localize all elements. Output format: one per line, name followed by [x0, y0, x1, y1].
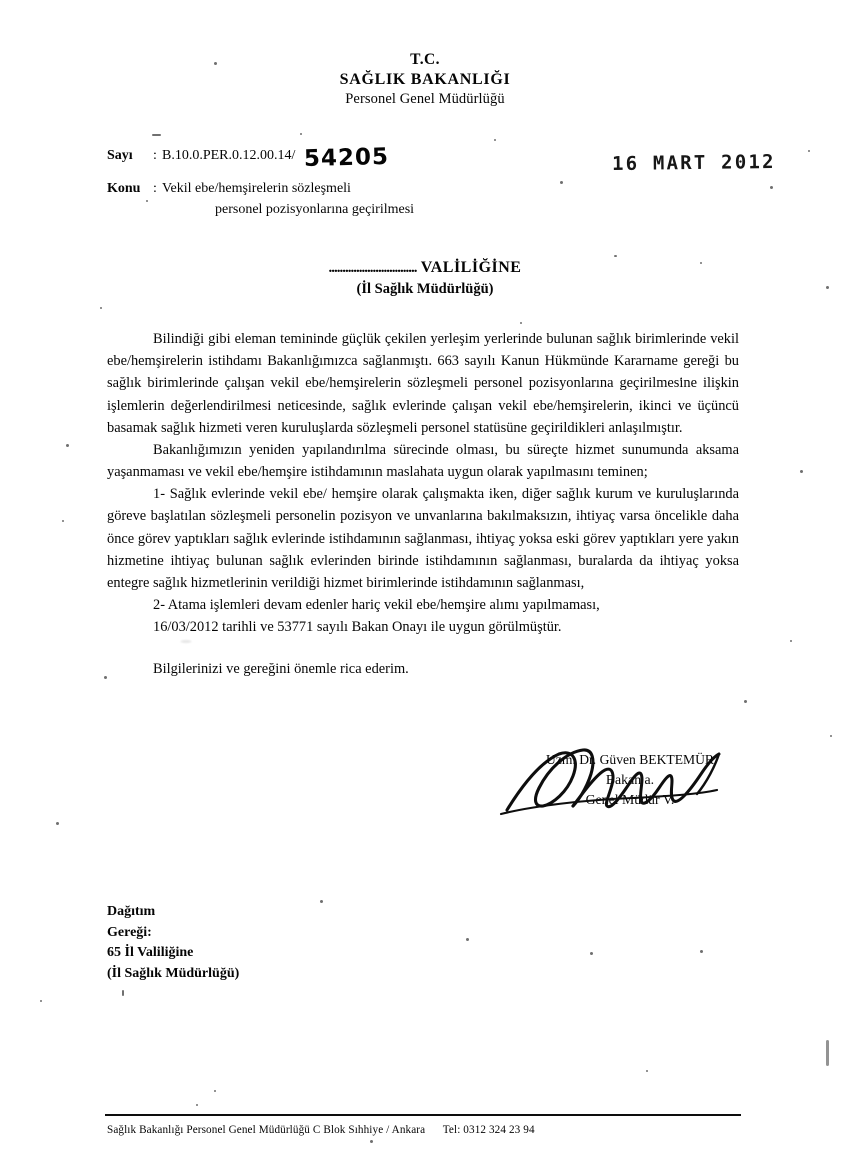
- distribution-heading: Dağıtım: [107, 904, 156, 919]
- addressee-title: VALİLİĞİNE: [420, 259, 522, 276]
- letterhead-republic: T.C.: [410, 51, 440, 68]
- footer-address: Sağlık Bakanlığı Personel Genel Müdürlüğü C Blok Sıhhiye / Ankara: [107, 1124, 426, 1136]
- konu-value-line-2: personel pozisyonlarına geçirilmesi: [215, 201, 415, 217]
- date-stamp: 16 MART 2012: [611, 151, 776, 175]
- distribution-requirement-label: Gereği:: [107, 924, 152, 940]
- body-item-2: 2- Atama işlemleri devam edenler hariç vekil ebe/hemşire alımı yapılmaması,: [153, 597, 600, 614]
- body-approval-line: 16/03/2012 tarihli ve 53771 sayılı Bakan Onayı ile uygun görülmüştür.: [153, 619, 562, 636]
- body-closing: Bilgilerinizi ve gereğini önemle rica ederim.: [153, 661, 409, 678]
- distribution-recipient: 65 İl Valiliğine: [107, 945, 194, 961]
- addressee-subtitle: (İl Sağlık Müdürlüğü): [356, 281, 494, 298]
- footer: [107, 1124, 535, 1136]
- addressee-title-row: [0, 257, 850, 279]
- konu-label: Konu: [107, 181, 141, 197]
- signature-title: Genel Müdür V.: [585, 792, 675, 807]
- konu-row: [107, 179, 414, 199]
- sayi-row: [107, 143, 414, 179]
- footer-phone: Tel: 0312 324 23 94: [442, 1124, 535, 1136]
- signature-name: Uzm. Dr. Güven BEKTEMÜR: [545, 752, 715, 767]
- body-paragraph-1: Bilindiği gibi eleman temininde güçlük çekilen yerleşim yerlerinde bulunan sağlık birimlerinde vekil ebe/hemşirelerin istihdamı Bakanlığımızca sağlanmıştı. 663 sayılı Kanun Hükmünde Kararname gereği bu sağlık birimlerinde çalışan vekil ebe/hemşirelerin sözleşmeli personel pozisyonlarına geçirilmesine ilişkin işlemlerin değerlendirilmesi neticesinde, sağlık evlerinde çalışan vekil ebe/hemşirelerin, ikinci ve üçüncü basamak sağlık hizmeti veren kuruluşlarda sözleşmeli personel statüsüne geçirildikleri anlaşılmıştır.: [107, 331, 739, 436]
- signature-block: [505, 752, 755, 808]
- footer-divider: [105, 1114, 741, 1116]
- letterhead-ministry: SAĞLIK BAKANLIĞI: [339, 70, 511, 88]
- signature-on-behalf: Bakan a.: [605, 772, 655, 787]
- sayi-value: B.10.0.PER.0.12.00.14/: [162, 148, 296, 163]
- sayi-label: Sayı: [107, 148, 133, 163]
- sayi-stamp-number: 54205: [304, 143, 390, 173]
- addressee-dots: ................................: [328, 260, 417, 276]
- konu-colon: :: [153, 181, 157, 197]
- sayi-colon: :: [153, 148, 157, 163]
- addressee-block: [0, 257, 850, 300]
- letter-body: [107, 328, 739, 681]
- body-item-1: 1- Sağlık evlerinde vekil ebe/ hemşire olarak çalışmakta iken, diğer sağlık kurum ve kuruluşlarında göreve başlatılan sözleşmeli personelin pozisyon ve unvanlarına bakılmaksızın, ihtiyaç varsa öncelikle daha önce görev yaptıkları sağlık evlerinde istihdamının sağlanması, ihtiyaç yoksa eski görev yaptıkları yere yakın hizmetine ihtiyaç bulunan sağlık evlerinden birinde istihdamının sağlanması, buralarda da ihtiyaç yoksa entegre sağlık hizmetlerinin verildiği hizmet birimlerinde istihdamının sağlanması,: [107, 486, 739, 591]
- konu-value-line-1: Vekil ebe/hemşirelerin sözleşmeli: [162, 181, 351, 197]
- letterhead: [0, 50, 850, 109]
- distribution-recipient-detail: (İl Sağlık Müdürlüğü): [107, 966, 240, 982]
- letterhead-department: Personel Genel Müdürlüğü: [345, 91, 505, 108]
- distribution-block: [107, 902, 239, 985]
- body-paragraph-2: Bakanlığımızın yeniden yapılandırılma sürecinde olması, bu süreçte hizmet sunumunda aksama yaşanmaması ve vekil ebe/hemşire istihdamının maslahata uygun olarak yapılmasını teminen;: [107, 441, 739, 481]
- document-meta: [107, 143, 415, 220]
